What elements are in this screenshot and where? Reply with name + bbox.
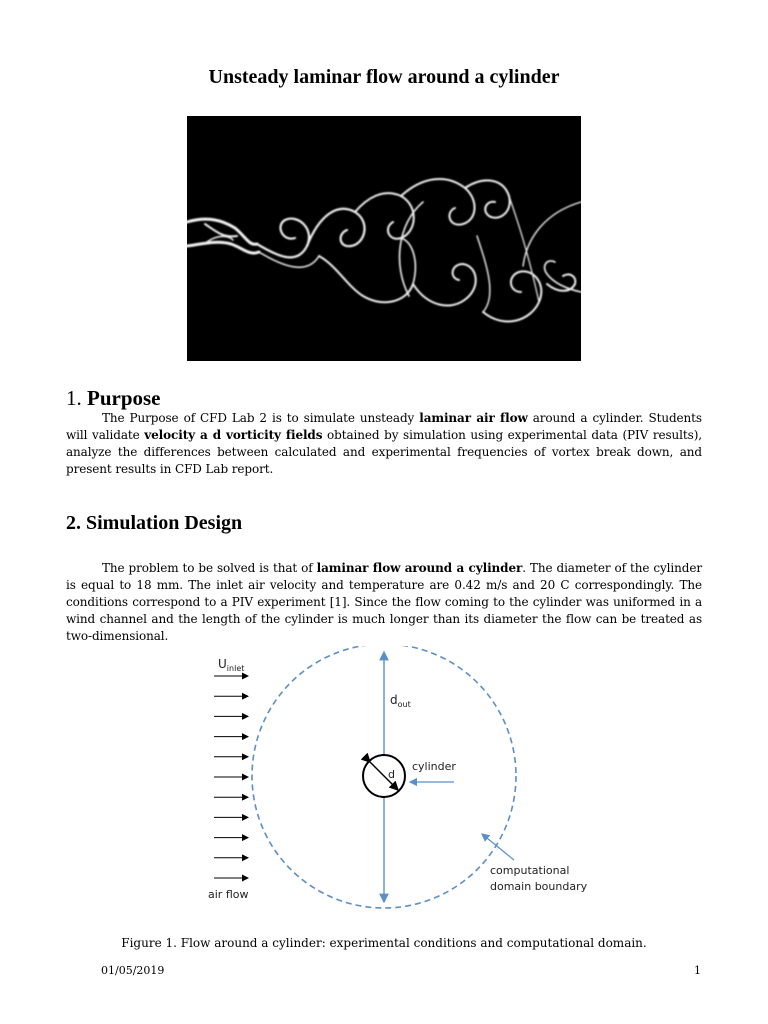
vortex-street-photo — [187, 116, 581, 361]
text-run: The problem to be solved is that of — [102, 561, 317, 575]
bold-run: laminar flow around a cylinder — [316, 561, 523, 575]
simulation-design-paragraph — [66, 560, 702, 645]
bold-run: laminar air flow — [419, 411, 528, 425]
air-flow-label: air flow — [208, 888, 249, 901]
flow-diagram — [196, 646, 616, 916]
flow-diagram-svg — [196, 646, 616, 916]
inlet-arrows — [214, 676, 248, 878]
d-label: d — [388, 768, 395, 781]
section-1-title: Purpose — [87, 386, 161, 410]
figure-caption: Figure 1. Flow around a cylinder: experimental conditions and computational domain. — [121, 936, 647, 950]
page-title: Unsteady laminar flow around a cylinder — [208, 66, 560, 88]
d-out-label: $d_{out}$ — [390, 693, 411, 709]
footer-date: 01/05/2019 — [101, 964, 165, 977]
u-inlet-label: $U_{inlet}$ — [218, 657, 245, 673]
boundary-pointer — [482, 834, 514, 860]
bold-run: velocity a d vorticity fields — [144, 428, 323, 442]
section-1-heading — [66, 386, 161, 411]
boundary-label-line1: computational — [490, 864, 570, 877]
boundary-label-line2: domain boundary — [490, 880, 588, 893]
section-2-heading: 2. Simulation Design — [66, 512, 243, 534]
text-run: The Purpose of CFD Lab 2 is to simulate unsteady — [102, 411, 420, 425]
section-1-number: 1. — [66, 386, 82, 410]
vortex-street-image — [187, 116, 581, 361]
cylinder-label: cylinder — [412, 760, 456, 773]
text-run: obtained by simulation using experimental data (PIV results), analyze the differences between calculated and experimental frequencies of vortex break down, and present results in CFD Lab report. — [66, 428, 702, 476]
text-run: around a cylinder. Students will validate — [66, 411, 702, 442]
purpose-paragraph — [66, 410, 702, 478]
footer-page-number: 1 — [694, 964, 701, 977]
text-run: . The diameter of the cylinder is equal to 18 mm. The inlet air velocity and temperature are 0.42 m/s and 20 C correspondingly. The conditions correspond to a PIV experiment [1]. Since the flow coming to the cylinder was uniformed in a wind channel and the length of the cylinder is much longer than its diameter the flow can be treated as two-dimensional. — [66, 561, 702, 643]
